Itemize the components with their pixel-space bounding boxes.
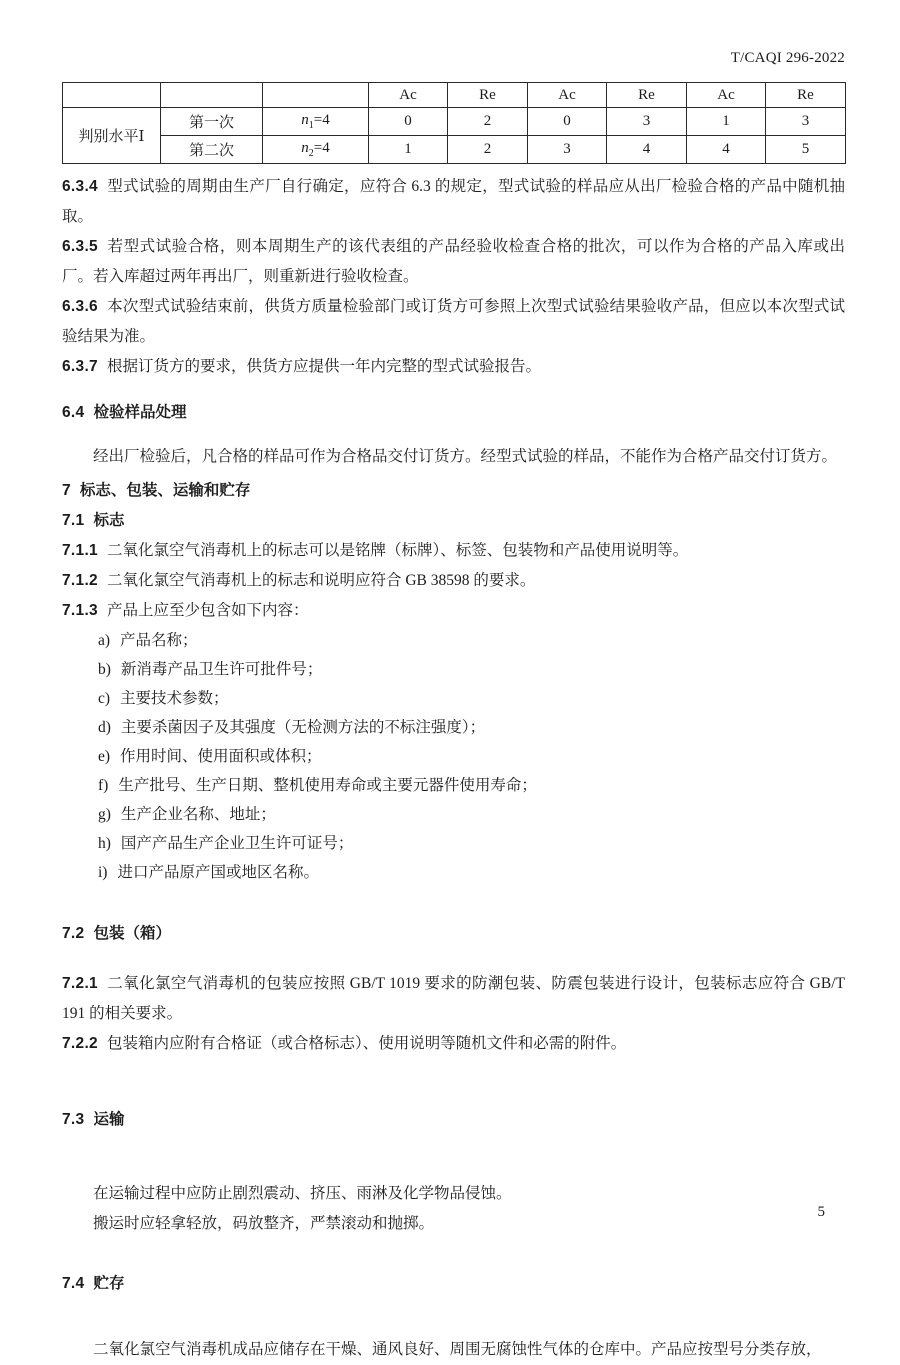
list-item xyxy=(62,858,845,887)
table-header-empty-cell xyxy=(161,83,263,108)
heading-title: 标志、包装、运输和贮存 xyxy=(79,482,251,499)
list-item-text: 生产企业名称、地址； xyxy=(120,806,276,823)
list-item-text: 国产产品生产企业卫生许可证号； xyxy=(120,835,354,852)
clause-number: 6.3.5 xyxy=(62,238,98,255)
list-item-text: 新消毒产品卫生许可批件号； xyxy=(120,661,323,678)
clause-6-3-6 xyxy=(62,292,845,352)
heading-number: 6.4 xyxy=(62,404,85,421)
sampling-plan-table xyxy=(62,82,846,164)
value-cell: 1 xyxy=(369,136,448,164)
clause-text: 产品上应至少包含如下内容： xyxy=(106,602,309,619)
heading-number: 7 xyxy=(62,482,71,499)
clause-number: 6.3.7 xyxy=(62,358,98,375)
heading-7-2 xyxy=(62,919,845,949)
table-header-ac: Ac xyxy=(687,83,766,108)
heading-6-4 xyxy=(62,398,845,428)
list-item-text: 生产批号、生产日期、整机使用寿命或主要元器件使用寿命； xyxy=(118,777,537,794)
list-marker: g) xyxy=(98,806,111,823)
clause-7-1-2 xyxy=(62,566,845,596)
table-header-ac: Ac xyxy=(528,83,607,108)
value-cell: 1 xyxy=(687,108,766,136)
list-item xyxy=(62,626,845,655)
value-cell: 2 xyxy=(448,136,528,164)
list-marker: e) xyxy=(98,748,111,765)
list-item xyxy=(62,742,845,771)
heading-number: 7.3 xyxy=(62,1111,85,1128)
document-header-code: T/CAQI 296-2022 xyxy=(730,50,845,66)
list-item xyxy=(62,771,845,800)
page-number: 5 xyxy=(817,1204,825,1220)
value-cell: 0 xyxy=(369,108,448,136)
list-item xyxy=(62,684,845,713)
list-item-text: 进口产品原产国或地区名称。 xyxy=(117,864,319,881)
attempt-cell: 第二次 xyxy=(161,136,263,164)
paragraph-7-4: 二氧化氯空气消毒机成品应储存在干燥、通风良好、周围无腐蚀性气体的仓库中。产品应按型号分类存放， xyxy=(93,1341,822,1358)
heading-7-4 xyxy=(62,1269,845,1299)
list-marker: c) xyxy=(98,690,111,707)
list-item-text: 作用时间、使用面积或体积； xyxy=(120,748,322,765)
list-marker: a) xyxy=(98,632,111,649)
value-cell: 3 xyxy=(528,136,607,164)
value-cell: 4 xyxy=(607,136,687,164)
heading-title: 包装（箱） xyxy=(93,925,171,942)
heading-7-3 xyxy=(62,1105,845,1135)
clause-text: 根据订货方的要求，供货方应提供一年内完整的型式试验报告。 xyxy=(106,358,541,375)
clause-text: 若型式试验合格，则本周期生产的该代表组的产品经验收检查合格的批次，可以作为合格的产品入库或出厂。若入库超过两年再出厂，则重新进行验收检查。 xyxy=(62,238,845,285)
heading-7-1 xyxy=(62,506,845,536)
paragraph-6-4: 经出厂检验后，凡合格的样品可作为合格品交付订货方。经型式试验的样品，不能作为合格产品交付订货方。 xyxy=(93,448,838,465)
document-body xyxy=(62,172,845,1365)
clause-7-1-1 xyxy=(62,536,845,566)
clause-text: 本次型式试验结束前，供货方质量检验部门或订货方可参照上次型式试验结果验收产品，但应以本次型式试验结果为准。 xyxy=(62,298,845,345)
value-cell: 0 xyxy=(528,108,607,136)
heading-title: 运输 xyxy=(93,1111,125,1128)
clause-6-3-4 xyxy=(62,172,845,232)
list-item xyxy=(62,655,845,684)
paragraph-7-3-a: 在运输过程中应防止剧烈震动、挤压、雨淋及化学物品侵蚀。 xyxy=(93,1185,512,1202)
value-cell: 5 xyxy=(766,136,846,164)
table-header-row xyxy=(63,83,846,108)
table-row xyxy=(63,108,846,136)
value-cell: 4 xyxy=(687,136,766,164)
table-header-empty-cell xyxy=(263,83,369,108)
n-subscript: 1 xyxy=(308,120,314,131)
sample-size-cell xyxy=(263,136,369,164)
clause-7-1-3 xyxy=(62,596,845,626)
heading-7 xyxy=(62,476,845,506)
clause-number: 6.3.6 xyxy=(62,298,98,315)
n-value: =4 xyxy=(313,140,330,156)
n-value: =4 xyxy=(313,112,330,128)
clause-7-2-1 xyxy=(62,969,845,1029)
clause-number: 7.2.2 xyxy=(62,1035,98,1052)
table-header-re: Re xyxy=(607,83,687,108)
value-cell: 3 xyxy=(766,108,846,136)
heading-number: 7.4 xyxy=(62,1275,85,1292)
list-marker: h) xyxy=(98,835,111,852)
clause-text: 二氧化氯空气消毒机上的标志可以是铭牌（标牌）、标签、包装物和产品使用说明等。 xyxy=(106,542,689,559)
list-item-text: 主要技术参数； xyxy=(120,690,229,707)
list-marker: b) xyxy=(98,661,111,678)
table-header-empty-cell xyxy=(63,83,161,108)
paragraph-7-3-b: 搬运时应轻拿轻放，码放整齐，严禁滚动和抛掷。 xyxy=(93,1215,435,1232)
list-item-text: 产品名称； xyxy=(120,632,198,649)
n-variable: n xyxy=(301,140,309,156)
clause-7-2-2 xyxy=(62,1029,845,1059)
heading-title: 检验样品处理 xyxy=(93,404,187,421)
clause-text: 型式试验的周期由生产厂自行确定，应符合 6.3 的规定，型式试验的样品应从出厂检验合格的产品中随机抽取。 xyxy=(62,178,845,225)
list-item-text: 主要杀菌因子及其强度（无检测方法的不标注强度）； xyxy=(120,719,486,736)
heading-number: 7.2 xyxy=(62,925,85,942)
heading-title: 标志 xyxy=(93,512,125,529)
heading-title: 贮存 xyxy=(93,1275,125,1292)
row-group-label: 判别水平Ⅰ xyxy=(63,108,161,164)
clause-number: 7.1.1 xyxy=(62,542,98,559)
list-item xyxy=(62,713,845,742)
list-marker: f) xyxy=(98,777,109,794)
table-header-ac: Ac xyxy=(369,83,448,108)
table-header-re: Re xyxy=(448,83,528,108)
list-marker: d) xyxy=(98,719,111,736)
clause-number: 7.1.3 xyxy=(62,602,98,619)
table-header-re: Re xyxy=(766,83,846,108)
value-cell: 2 xyxy=(448,108,528,136)
heading-number: 7.1 xyxy=(62,512,85,529)
clause-number: 7.1.2 xyxy=(62,572,98,589)
list-item xyxy=(62,800,845,829)
list-item xyxy=(62,829,845,858)
clause-text: 包装箱内应附有合格证（或合格标志）、使用说明等随机文件和必需的附件。 xyxy=(106,1035,627,1052)
n-variable: n xyxy=(301,112,309,128)
clause-number: 7.2.1 xyxy=(62,975,98,992)
sample-size-cell xyxy=(263,108,369,136)
attempt-cell: 第一次 xyxy=(161,108,263,136)
clause-text: 二氧化氯空气消毒机上的标志和说明应符合 GB 38598 的要求。 xyxy=(106,572,536,589)
clause-6-3-5 xyxy=(62,232,845,292)
clause-6-3-7 xyxy=(62,352,845,382)
n-subscript: 2 xyxy=(308,148,314,159)
list-marker: i) xyxy=(98,864,108,881)
clause-text: 二氧化氯空气消毒机的包装应按照 GB/T 1019 要求的防潮包装、防震包装进行设计，包装标志应符合 GB/T 191 的相关要求。 xyxy=(62,975,845,1022)
value-cell: 3 xyxy=(607,108,687,136)
labeling-content-list xyxy=(62,626,845,887)
table-row xyxy=(63,136,846,164)
clause-number: 6.3.4 xyxy=(62,178,98,195)
